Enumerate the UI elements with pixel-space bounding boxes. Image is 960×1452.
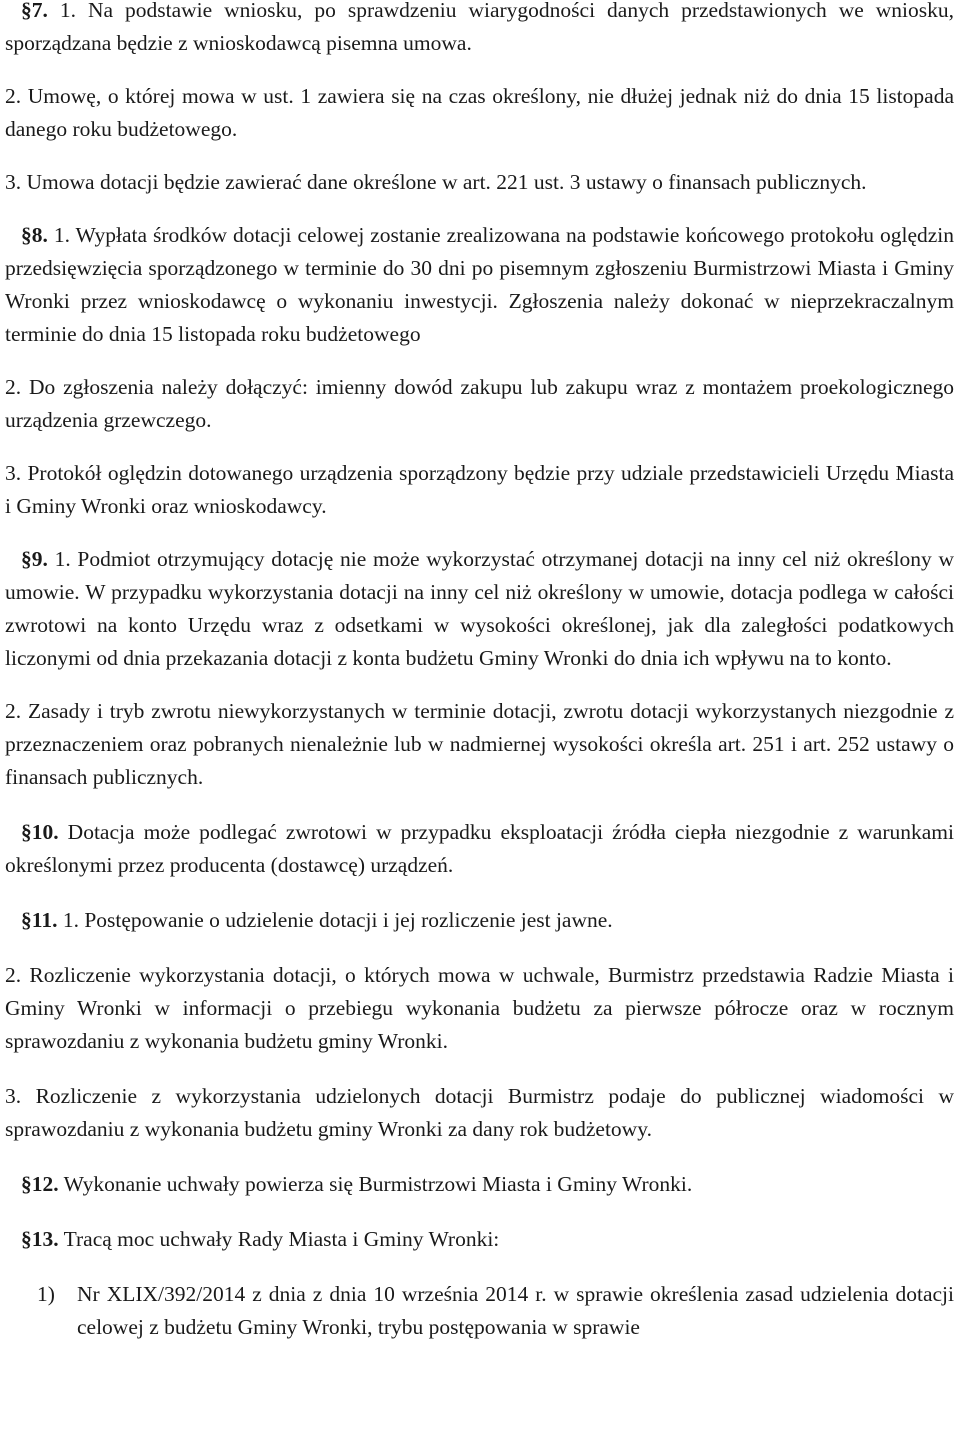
section-7-heading: §7. xyxy=(21,0,48,22)
section-8-heading: §8. xyxy=(21,223,48,247)
paragraph-7-3: 3. Umowa dotacji będzie zawierać dane określone w art. 221 ust. 3 ustawy o finansach publicznych. xyxy=(5,170,867,194)
paragraph-8-2: 2. Do zgłoszenia należy dołączyć: imienny dowód zakupu lub zakupu wraz z montażem proekologicznego urządzenia grzewczego. xyxy=(5,375,954,432)
list-item xyxy=(5,1278,954,1344)
section-7-text-1: 1. Na podstawie wniosku, po sprawdzeniu wiarygodności danych przedstawionych we wniosku, sporządzana będzie z wnioskodawcą pisemna umowa. xyxy=(5,0,955,55)
section-11-heading: §11. xyxy=(21,908,58,932)
paragraph-11-3: 3. Rozliczenie z wykorzystania udzielonych dotacji Burmistrz podaje do publicznej wiadomości w sprawozdaniu z wykonania budżetu gminy Wronki za dany rok budżetowy. xyxy=(5,1084,954,1141)
section-9-heading: §9. xyxy=(21,547,48,571)
section-12-text: Wykonanie uchwały powierza się Burmistrzowi Miasta i Gminy Wronki. xyxy=(63,1172,693,1196)
paragraph-13 xyxy=(5,1223,954,1256)
paragraph-10 xyxy=(5,816,954,882)
section-10-heading: §10. xyxy=(21,820,59,844)
paragraph-8-3: 3. Protokół oględzin dotowanego urządzenia sporządzony będzie przy udziale przedstawicieli Urzędu Miasta i Gminy Wronki oraz wnioskodawcy. xyxy=(5,461,954,518)
paragraph-7-1 xyxy=(5,0,954,60)
section-11-text-1: 1. Postępowanie o udzielenie dotacji i jej rozliczenie jest jawne. xyxy=(62,908,613,932)
paragraph-9-1 xyxy=(5,543,954,675)
section-12-heading: §12. xyxy=(21,1172,59,1196)
section-10-text: Dotacja może podlegać zwrotowi w przypadku eksploatacji źródła ciepła niezgodnie z warunkami określonymi przez producenta (dostawcę) urządzeń. xyxy=(5,820,954,877)
paragraph-11-2: 2. Rozliczenie wykorzystania dotacji, o których mowa w uchwale, Burmistrz przedstawia Radzie Miasta i Gminy Wronki w informacji o przebiegu wykonania budżetu za pierwsze półrocze oraz w rocznym sprawozdaniu z wykonania budżetu gminy Wronki. xyxy=(5,963,954,1053)
section-13-text: Tracą moc uchwały Rady Miasta i Gminy Wronki: xyxy=(63,1227,500,1251)
section-9-text-1: 1. Podmiot otrzymujący dotację nie może wykorzystać otrzymanej dotacji na inny cel niż określony w umowie. W przypadku wykorzystania dotacji na inny cel niż określony w umowie, dotacja podlega w całości zwrotowi na konto Urzędu wraz z odsetkami w wysokości określonej, jak dla zaległości podatkowych liczonymi od dnia przekazania dotacji z konta budżetu Gminy Wronki do dnia ich wpływu na to konto. xyxy=(5,547,955,670)
paragraph-12 xyxy=(5,1168,954,1201)
paragraph-11-1 xyxy=(5,904,954,937)
list-item-number: 1) xyxy=(37,1282,55,1306)
paragraph-7-2: 2. Umowę, o której mowa w ust. 1 zawiera się na czas określony, nie dłużej jednak niż do dnia 15 listopada danego roku budżetowego. xyxy=(5,84,954,141)
paragraph-9-2: 2. Zasady i tryb zwrotu niewykorzystanych w terminie dotacji, zwrotu dotacji wykorzystanych niezgodnie z przeznaczeniem oraz pobranych nienależnie lub w nadmiernej wysokości określa art. 251 i art. 252 ustawy o finansach publicznych. xyxy=(5,699,954,789)
section-13-heading: §13. xyxy=(21,1227,59,1251)
paragraph-8-1 xyxy=(5,219,954,351)
list-item-text: Nr XLIX/392/2014 z dnia z dnia 10 września 2014 r. w sprawie określenia zasad udzielenia dotacji celowej z budżetu Gminy Wronki, trybu postępowania w sprawie xyxy=(77,1282,954,1339)
section-8-text-1: 1. Wypłata środków dotacji celowej zostanie zrealizowana na podstawie końcowego protokołu oględzin przedsięwzięcia sporządzonego w terminie do 30 dni po pisemnym zgłoszeniu Burmistrzowi Miasta i Gminy Wronki przez wnioskodawcę o wykonaniu inwestycji. Zgłoszenia należy dokonać w nieprzekraczalnym terminie do dnia 15 listopada roku budżetowego xyxy=(5,223,955,346)
